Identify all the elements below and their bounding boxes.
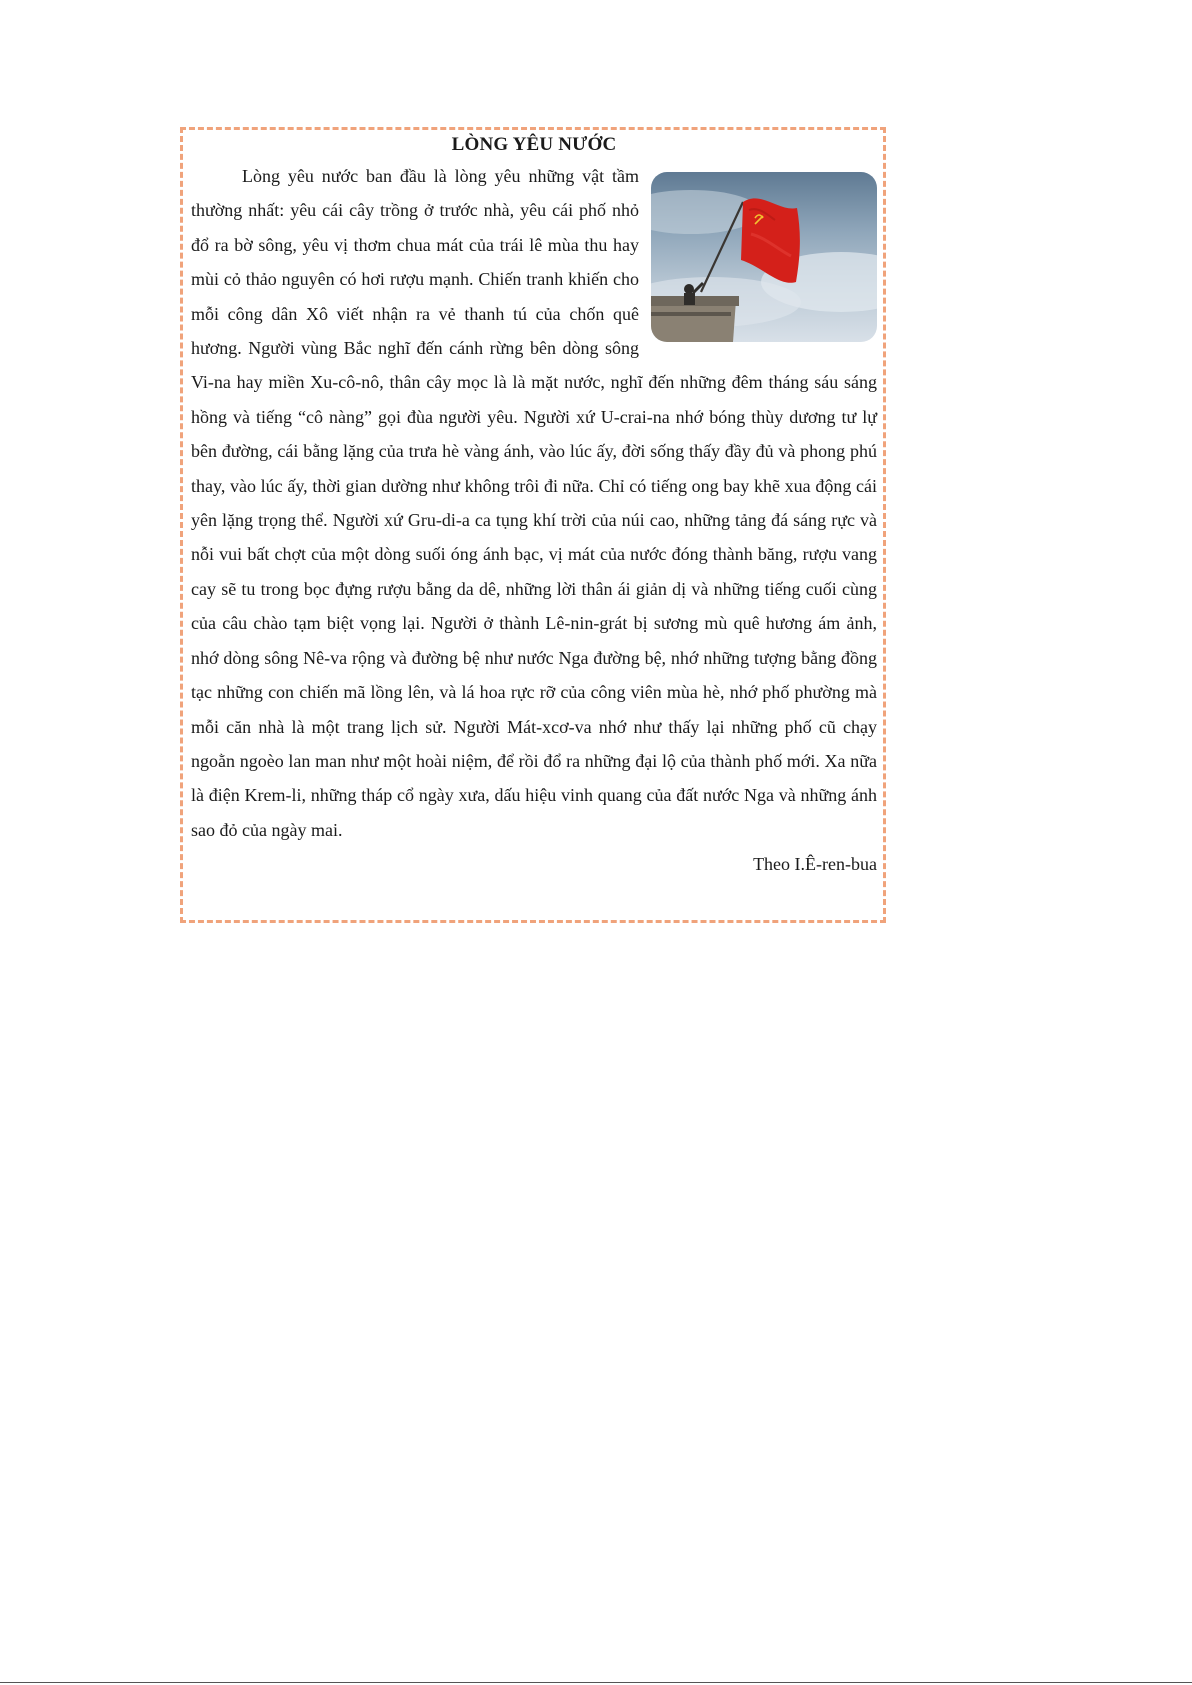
page-bottom-border — [0, 1682, 1192, 1683]
flag-photo — [651, 172, 877, 342]
passage-body: Lòng yêu nước ban đầu là lòng yêu những vật tầm thường nhất: yêu cái cây trồng ở trước nhà, yêu cái phố nhỏ đổ ra bờ sông, yêu vị thơm chua mát của trái lê mùa thu hay mùi cỏ thảo nguyên có hơi rượu mạnh. Chiến tranh khiến cho mỗi công dân Xô viết nhận ra vẻ thanh tú của chốn quê hương. Người vùng Bắc nghĩ đến cánh rừng bên dòng sông Vi-na hay miền Xu-cô-nô, thân cây mọc là là mặt nước, nghĩ đến những đêm tháng sáu sáng hồng và tiếng “cô nàng” gọi đùa người yêu. Người xứ U-crai-na nhớ bóng thùy dương tư lự bên đường, cái bằng lặng của trưa hè vàng ánh, vào lúc ấy, đời sống thấy đầy đủ và phong phú thay, vào lúc ấy, thời gian dường như không trôi đi nữa. Chỉ có tiếng ong bay khẽ xua động cái yên lặng trọng thể. Người xứ Gru-di-a ca tụng khí trời của núi cao, những tảng đá sáng rực và nỗi vui bất chợt của một dòng suối óng ánh bạc, vị mát của nước đóng thành băng, rượu vang cay sẽ tu trong bọc đựng rượu bằng da dê, những lời thân ái giản dị và những tiếng cuối cùng của câu chào tạm biệt vọng lại. Người ở thành Lê-nin-grát bị sương mù quê hương ám ảnh, nhớ dòng sông Nê-va rộng và đường bệ như nước Nga đường bệ, nhớ những tượng bằng đồng tạc những con chiến mã lồng lên, và lá hoa rực rỡ của công viên mùa hè, nhớ phố phường mà mỗi căn nhà là một trang lịch sử. Người Mát-xcơ-va nhớ như thấy lại những phố cũ chạy ngoằn ngoèo lan man như một hoài niệm, để rồi đổ ra những đại lộ của thành phố mới. Xa nữa là điện Krem-li, những tháp cổ ngày xưa, dấu hiệu vinh quang của đất nước Nga và những ánh sao đỏ của ngày mai. — [191, 166, 877, 840]
passage-source: Theo I.Ê-ren-bua — [753, 854, 877, 875]
reading-passage-box — [180, 127, 886, 923]
passage-title: LÒNG YÊU NƯỚC — [451, 134, 617, 155]
